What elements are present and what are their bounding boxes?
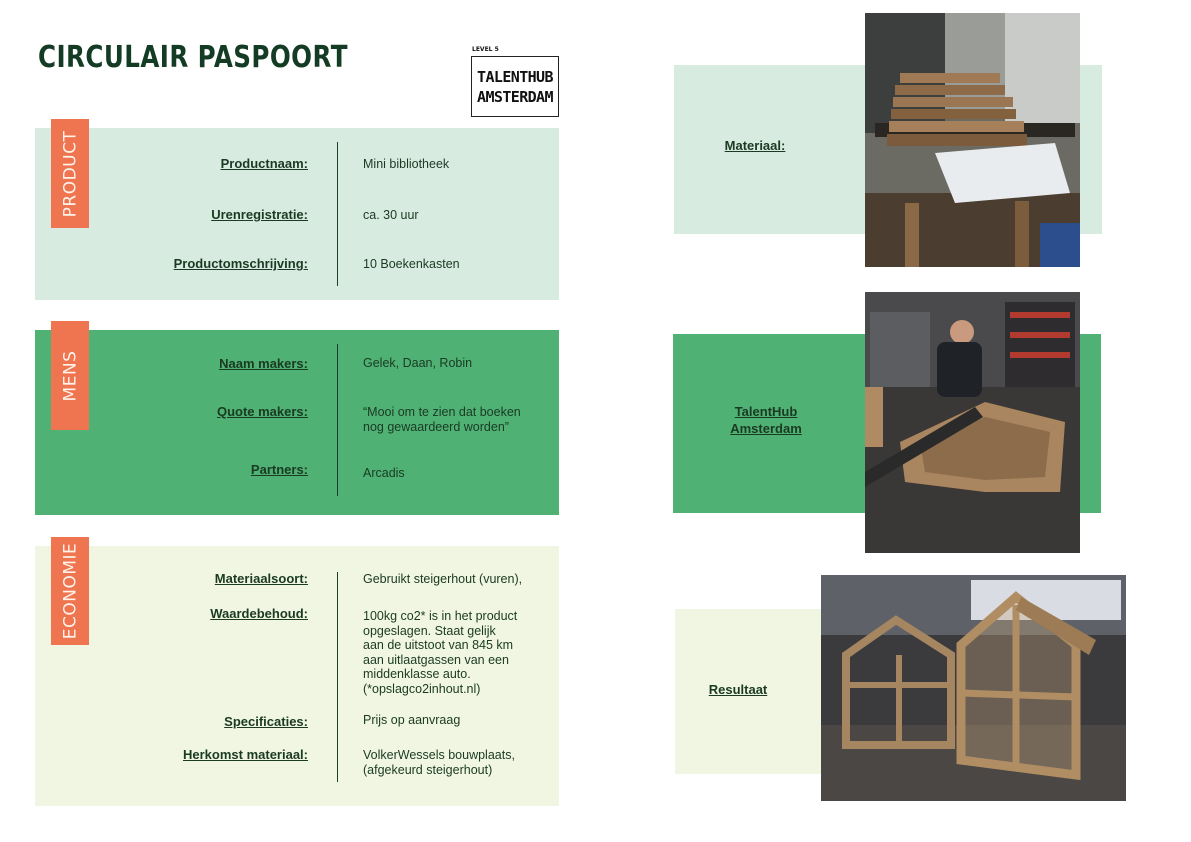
economie-value-waardebehoud: 100kg co2* is in het product opgeslagen. Staat gelijk aan de uitstoot van 845 km aan uitlaatgassen van een middenklasse auto. (*opslagco2inhout.nl)	[363, 609, 518, 696]
mens-divider	[337, 344, 338, 496]
logo-level: LEVEL 5	[472, 46, 499, 53]
stacked-scaffold-planks-photo	[865, 13, 1080, 267]
economie-value-materiaalsoort: Gebruikt steigerhout (vuren),	[363, 572, 523, 586]
mens-label-partners: Partners:	[250, 462, 308, 477]
mens-panel	[35, 330, 559, 515]
mens-tab-label: MENS	[60, 350, 81, 401]
talenthub-logo	[471, 46, 559, 117]
mens-tab	[51, 321, 89, 430]
product-divider	[337, 142, 338, 286]
materiaal-label: Materiaal:	[724, 138, 786, 153]
talenthub-label: TalentHub Amsterdam	[730, 404, 802, 436]
logo-line-2: AMSTERDAM	[477, 87, 553, 106]
economie-label-specificaties: Specificaties:	[224, 714, 308, 729]
mens-value-naam-makers: Gelek, Daan, Robin	[363, 356, 473, 370]
economie-label-waardebehoud: Waardebehoud:	[210, 606, 308, 621]
product-value-productomschrijving: 10 Boekenkasten	[363, 257, 460, 271]
mens-label-naam-makers: Naam makers:	[219, 356, 308, 371]
economie-tab-label: ECONOMIE	[60, 542, 81, 640]
finished-house-bookcases-photo	[821, 575, 1126, 801]
mens-label-quote-makers: Quote makers:	[216, 404, 308, 419]
mens-value-quote-makers: “Mooi om te zien dat boeken nog gewaardeerd worden”	[363, 405, 521, 434]
resultaat-label: Resultaat	[708, 682, 768, 697]
product-value-productnaam: Mini bibliotheek	[363, 157, 450, 171]
product-label-productomschrijving: Productomschrijving:	[173, 256, 308, 271]
product-tab-label: PRODUCT	[60, 130, 81, 217]
economie-panel	[35, 542, 559, 806]
economie-divider	[337, 572, 338, 782]
product-label-urenregistratie: Urenregistratie:	[211, 207, 308, 222]
economie-value-specificaties: Prijs op aanvraag	[363, 713, 461, 727]
economie-tab	[51, 537, 89, 645]
economie-label-materiaalsoort: Materiaalsoort:	[214, 571, 308, 586]
product-label-productnaam: Productnaam:	[220, 156, 308, 171]
maker-sawing-wood-photo	[865, 292, 1080, 553]
product-tab	[51, 119, 89, 228]
product-value-urenregistratie: ca. 30 uur	[363, 208, 419, 222]
mens-value-partners: Arcadis	[363, 466, 405, 480]
economie-value-herkomst-materiaal: VolkerWessels bouwplaats, (afgekeurd steigerhout)	[363, 748, 515, 777]
logo-line-1: TALENTHUB	[477, 67, 553, 86]
economie-label-herkomst-materiaal: Herkomst materiaal:	[183, 747, 308, 762]
product-panel	[35, 128, 559, 300]
page-title: CIRCULAIR PASPOORT	[38, 40, 348, 75]
